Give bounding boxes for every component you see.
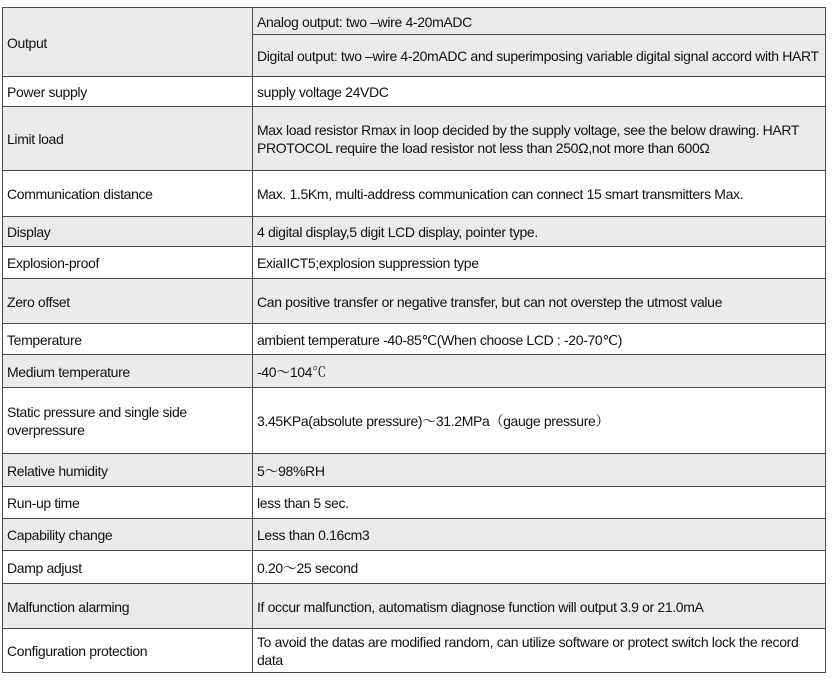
table-row-run-up-time: [3, 487, 826, 519]
digital-output-value: Digital output: two –wire 4-20mADC and superimposing variable digital signal accord with HART: [253, 35, 826, 77]
configuration-protection-value: To avoid the datas are modified random, can utilize software or protect switch lock the record data: [253, 629, 826, 673]
temperature-label: Temperature: [3, 324, 253, 355]
medium-temperature-value: -40～104℃: [253, 355, 826, 388]
explosion-proof-value: ExiaIICT5;explosion suppression type: [253, 247, 826, 279]
zero-offset-value: Can positive transfer or negative transfer, but can not overstep the utmost value: [253, 279, 826, 324]
table-row-static-pressure: [3, 388, 826, 454]
zero-offset-label: Zero offset: [3, 279, 253, 324]
display-label: Display: [3, 217, 253, 247]
run-up-time-value: less than 5 sec.: [253, 487, 826, 519]
table-row-relative-humidity: [3, 454, 826, 487]
explosion-proof-label: Explosion-proof: [3, 247, 253, 279]
limit-load-label: Limit load: [3, 107, 253, 171]
communication-distance-value: Max. 1.5Km, multi-address communication can connect 15 smart transmitters Max.: [253, 171, 826, 217]
malfunction-alarming-value: If occur malfunction, automatism diagnose function will output 3.9 or 21.0mA: [253, 584, 826, 629]
communication-distance-label: Communication distance: [3, 171, 253, 217]
malfunction-alarming-label: Malfunction alarming: [3, 584, 253, 629]
analog-output-value: Analog output: two –wire 4-20mADC: [253, 8, 826, 35]
specification-table: [2, 7, 826, 673]
table-row-zero-offset: [3, 279, 826, 324]
limit-load-value: Max load resistor Rmax in loop decided by the supply voltage, see the below drawing. HART PROTOCOL require the load resistor not less than 250Ω,not more than 600Ω: [253, 107, 826, 171]
static-pressure-label: Static pressure and single side overpressure: [3, 388, 253, 454]
power-supply-label: Power supply: [3, 77, 253, 107]
relative-humidity-value: 5～98%RH: [253, 454, 826, 487]
table-row-communication-distance: [3, 171, 826, 217]
capability-change-label: Capability change: [3, 519, 253, 551]
configuration-protection-label: Configuration protection: [3, 629, 253, 673]
damp-adjust-value: 0.20～25 second: [253, 551, 826, 584]
table-row-damp-adjust: [3, 551, 826, 584]
run-up-time-label: Run-up time: [3, 487, 253, 519]
table-row-limit-load: [3, 107, 826, 171]
power-supply-value: supply voltage 24VDC: [253, 77, 826, 107]
medium-temperature-label: Medium temperature: [3, 355, 253, 388]
table-row-malfunction-alarming: [3, 584, 826, 629]
capability-change-value: Less than 0.16cm3: [253, 519, 826, 551]
table-row-power-supply: [3, 77, 826, 107]
table-row-configuration-protection: [3, 629, 826, 673]
table-row-explosion-proof: [3, 247, 826, 279]
display-value: 4 digital display,5 digit LCD display, pointer type.: [253, 217, 826, 247]
table-row-output: [3, 8, 826, 35]
table-row-temperature: [3, 324, 826, 355]
static-pressure-value: 3.45KPa(absolute pressure)～31.2MPa（gauge pressure）: [253, 388, 826, 454]
temperature-value: ambient temperature -40-85℃(When choose LCD : -20-70℃): [253, 324, 826, 355]
output-label: Output: [3, 8, 253, 77]
relative-humidity-label: Relative humidity: [3, 454, 253, 487]
table-row-medium-temperature: [3, 355, 826, 388]
damp-adjust-label: Damp adjust: [3, 551, 253, 584]
table-row-display: [3, 217, 826, 247]
table-row-capability-change: [3, 519, 826, 551]
